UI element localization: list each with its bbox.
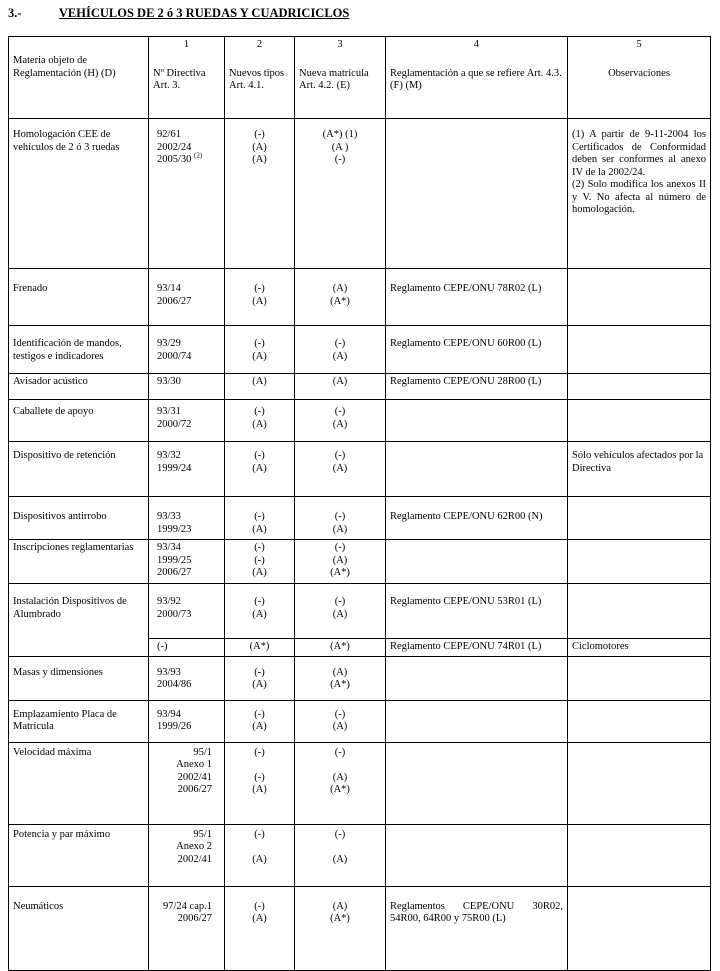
nuevos-cell: (-) (A) <box>225 656 295 700</box>
table-row <box>9 442 711 497</box>
matricula-cell: (-) (A) <box>295 442 386 497</box>
matricula-cell: (-) (A) <box>295 497 386 540</box>
directiva-cell: 93/31 2000/72 <box>149 400 225 442</box>
matricula-cell: (A*) <box>295 639 386 657</box>
nuevos-cell: (-) (A) (A) <box>225 119 295 269</box>
directiva-cell: 93/32 1999/24 <box>149 442 225 497</box>
directiva-cell: 95/1 Anexo 2 2002/41 <box>149 824 225 886</box>
table-row <box>9 584 711 639</box>
reglamentacion-cell: Reglamento CEPE/ONU 74R01 (L) <box>386 639 568 657</box>
header-reglamentacion: 4 Reglamentación a que se refiere Art. 4.3. (F) (M) <box>386 37 568 119</box>
header-observaciones: 5 Observaciones <box>568 37 711 119</box>
reglamentacion-cell: Reglamento CEPE/ONU 78R02 (L) <box>386 269 568 326</box>
observaciones-cell <box>568 584 711 639</box>
observaciones-cell <box>568 742 711 824</box>
materia-cell: Inscripciones reglamentarias <box>9 540 149 584</box>
reglamentacion-cell: Reglamentos CEPE/ONU 30R02, 54R00, 64R00 y 75R00 (L) <box>386 886 568 970</box>
directiva-cell: 93/92 2000/73 <box>149 584 225 639</box>
observaciones-cell <box>568 824 711 886</box>
observaciones-cell <box>568 540 711 584</box>
table-row <box>9 742 711 824</box>
materia-cell: Potencia y par máximo <box>9 824 149 886</box>
regulation-table <box>8 36 711 971</box>
header-directiva: 1 Nº Directiva Art. 3. <box>149 37 225 119</box>
directiva-cell: 93/93 2004/86 <box>149 656 225 700</box>
nuevos-cell: (-) (-) (A) <box>225 742 295 824</box>
nuevos-cell: (-) (A) <box>225 442 295 497</box>
materia-cell: Neumáticos <box>9 886 149 970</box>
matricula-cell: (A) <box>295 374 386 400</box>
materia-cell: Identificación de mandos, testigos e indicadores <box>9 326 149 374</box>
directiva-cell: (-) <box>149 639 225 657</box>
directiva-cell: 93/33 1999/23 <box>149 497 225 540</box>
nuevos-cell: (A*) <box>225 639 295 657</box>
materia-cell: Instalación Dispositivos de Alumbrado <box>9 584 149 657</box>
materia-cell: Emplazamiento Placa de Matrícula <box>9 700 149 742</box>
directiva-cell: 93/94 1999/26 <box>149 700 225 742</box>
observaciones-cell <box>568 886 711 970</box>
table-row <box>9 886 711 970</box>
nuevos-cell: (A) <box>225 374 295 400</box>
section-title: VEHÍCULOS DE 2 ó 3 RUEDAS Y CUADRICICLOS <box>58 6 350 20</box>
observaciones-cell <box>568 374 711 400</box>
materia-cell: Velocidad máxima <box>9 742 149 824</box>
table-row <box>9 497 711 540</box>
reglamentacion-cell: Reglamento CEPE/ONU 28R00 (L) <box>386 374 568 400</box>
materia-cell: Homologación CEE de vehículos de 2 ó 3 ruedas <box>9 119 149 269</box>
materia-cell: Dispositivos antirrobo <box>9 497 149 540</box>
materia-cell: Masas y dimensiones <box>9 656 149 700</box>
directiva-cell: 93/34 1999/25 2006/27 <box>149 540 225 584</box>
materia-cell: Frenado <box>9 269 149 326</box>
observaciones-cell: (1) A partir de 9-11-2004 los Certificados de Conformidad deben ser conformes al anexo IV de la 2002/24. (2) Solo modifica los anexos II y V. No afecta al número de homologación. <box>568 119 711 269</box>
table-row <box>9 119 711 269</box>
nuevos-cell: (-) (A) <box>225 700 295 742</box>
materia-cell: Caballete de apoyo <box>9 400 149 442</box>
table-row <box>9 656 711 700</box>
table-row <box>9 824 711 886</box>
matricula-cell: (A) (A*) <box>295 656 386 700</box>
observaciones-cell <box>568 326 711 374</box>
matricula-cell: (-) (A) <box>295 700 386 742</box>
observaciones-cell <box>568 400 711 442</box>
matricula-cell: (-) (A) (A*) <box>295 742 386 824</box>
reglamentacion-cell <box>386 742 568 824</box>
materia-cell: Dispositivo de retención <box>9 442 149 497</box>
nuevos-cell: (-) (A) <box>225 400 295 442</box>
section-heading <box>8 6 349 21</box>
header-nuevos: 2 Nuevos tipos Art. 4.1. <box>225 37 295 119</box>
directiva-cell: 97/24 cap.1 2006/27 <box>149 886 225 970</box>
observaciones-cell: Ciclomotores <box>568 639 711 657</box>
reglamentacion-cell: Reglamento CEPE/ONU 53R01 (L) <box>386 584 568 639</box>
nuevos-cell: (-) (A) <box>225 886 295 970</box>
reglamentacion-cell <box>386 442 568 497</box>
matricula-cell: (A) (A*) <box>295 269 386 326</box>
directiva-cell: 95/1 Anexo 1 2002/41 2006/27 <box>149 742 225 824</box>
directiva-cell: 93/14 2006/27 <box>149 269 225 326</box>
materia-cell: Avisador acústico <box>9 374 149 400</box>
observaciones-cell <box>568 656 711 700</box>
table-row <box>9 269 711 326</box>
table-row <box>9 540 711 584</box>
nuevos-cell: (-) (-) (A) <box>225 540 295 584</box>
directiva-cell: 93/29 2000/74 <box>149 326 225 374</box>
matricula-cell: (-) (A) <box>295 326 386 374</box>
table-row <box>9 374 711 400</box>
nuevos-cell: (-) (A) <box>225 824 295 886</box>
directiva-cell: 92/61 2002/24 2005/30 $^{(2)}$ <box>149 119 225 269</box>
observaciones-cell <box>568 269 711 326</box>
matricula-cell: (-) (A) <box>295 400 386 442</box>
matricula-cell: (-) (A) (A*) <box>295 540 386 584</box>
header-materia: Materia objeto de Reglamentación (H) (D) <box>9 37 149 119</box>
header-row <box>9 37 711 119</box>
reglamentacion-cell: Reglamento CEPE/ONU 60R00 (L) <box>386 326 568 374</box>
table-row <box>9 700 711 742</box>
matricula-cell: (A*) (1) (A ) (-) <box>295 119 386 269</box>
reglamentacion-cell <box>386 700 568 742</box>
nuevos-cell: (-) (A) <box>225 584 295 639</box>
reglamentacion-cell: Reglamento CEPE/ONU 62R00 (N) <box>386 497 568 540</box>
nuevos-cell: (-) (A) <box>225 269 295 326</box>
reglamentacion-cell <box>386 824 568 886</box>
matricula-cell: (-) (A) <box>295 584 386 639</box>
header-matricula: 3 Nueva matrícula Art. 4.2. (E) <box>295 37 386 119</box>
observaciones-cell <box>568 497 711 540</box>
observaciones-cell: Sólo vehículos afectados por la Directiva <box>568 442 711 497</box>
section-number: 3.- <box>8 6 22 20</box>
matricula-cell: (-) (A) <box>295 824 386 886</box>
nuevos-cell: (-) (A) <box>225 497 295 540</box>
matricula-cell: (A) (A*) <box>295 886 386 970</box>
table-row <box>9 400 711 442</box>
observaciones-cell <box>568 700 711 742</box>
table-row <box>9 326 711 374</box>
reglamentacion-cell <box>386 540 568 584</box>
reglamentacion-cell <box>386 400 568 442</box>
reglamentacion-cell <box>386 656 568 700</box>
reglamentacion-cell <box>386 119 568 269</box>
directiva-cell: 93/30 <box>149 374 225 400</box>
nuevos-cell: (-) (A) <box>225 326 295 374</box>
